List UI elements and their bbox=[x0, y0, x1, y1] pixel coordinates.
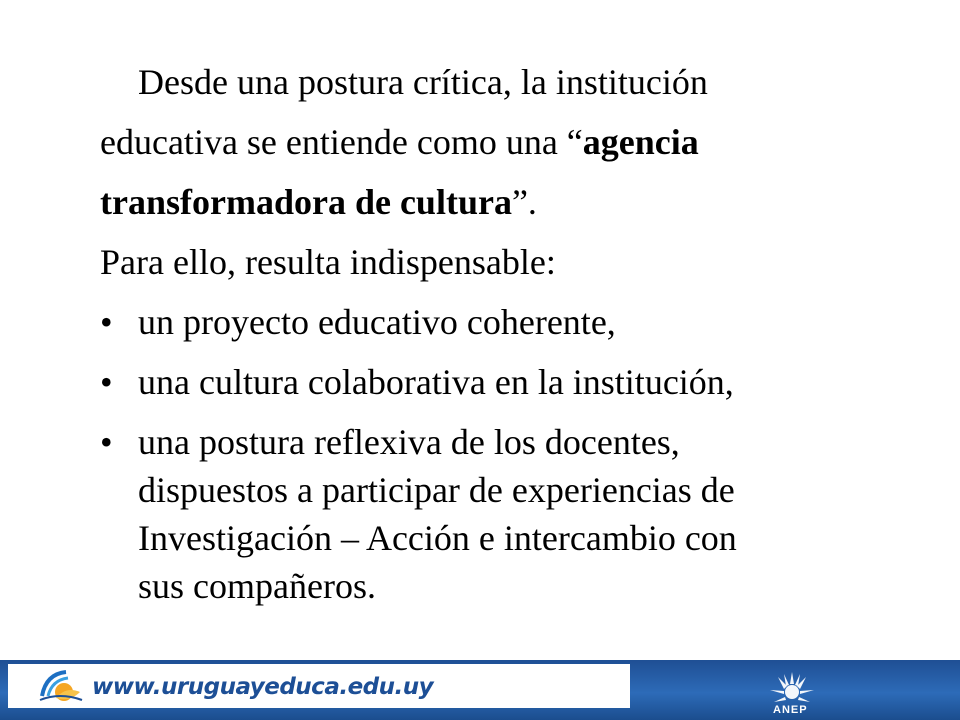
bullet-item bbox=[100, 352, 880, 412]
bullet-icon: • bbox=[100, 422, 113, 462]
uruguayeduca-logo-icon bbox=[36, 666, 86, 706]
intro-line-2 bbox=[100, 112, 880, 172]
bullet-icon: • bbox=[100, 302, 113, 342]
intro-line-1: Desde una postura crítica, la institución bbox=[138, 62, 708, 102]
intro-emphasis-2: transformadora de cultura bbox=[100, 182, 512, 222]
bullet-line: una cultura colaborativa en la institución, bbox=[138, 362, 734, 402]
slide-body bbox=[100, 52, 880, 610]
bullet-line: dispuestos a participar de experiencias de bbox=[138, 470, 735, 510]
footer-url-panel bbox=[8, 664, 630, 708]
bullet-list bbox=[100, 292, 880, 610]
intro-line-2-text: educativa se entiende como una “ bbox=[100, 122, 583, 162]
intro-emphasis-1: agencia bbox=[582, 122, 699, 162]
bullet-line: un proyecto educativo coherente, bbox=[138, 302, 616, 342]
bullet-icon: • bbox=[100, 362, 113, 402]
site-url-link[interactable]: www.uruguayeduca.edu.uy bbox=[92, 674, 434, 700]
bullet-item bbox=[100, 292, 880, 352]
intro-line-3 bbox=[100, 172, 880, 232]
bullet-item bbox=[100, 412, 880, 610]
intro-line-3-text: ”. bbox=[511, 182, 537, 222]
lead-text: Para ello, resulta indispensable: bbox=[100, 242, 556, 282]
bullet-line: Investigación – Acción e intercambio con bbox=[138, 518, 737, 558]
anep-label: ANEP bbox=[773, 704, 808, 716]
bullet-line: sus compañeros. bbox=[138, 566, 376, 606]
footer-bar bbox=[0, 660, 960, 720]
bullet-line: una postura reflexiva de los docentes, bbox=[138, 422, 680, 462]
